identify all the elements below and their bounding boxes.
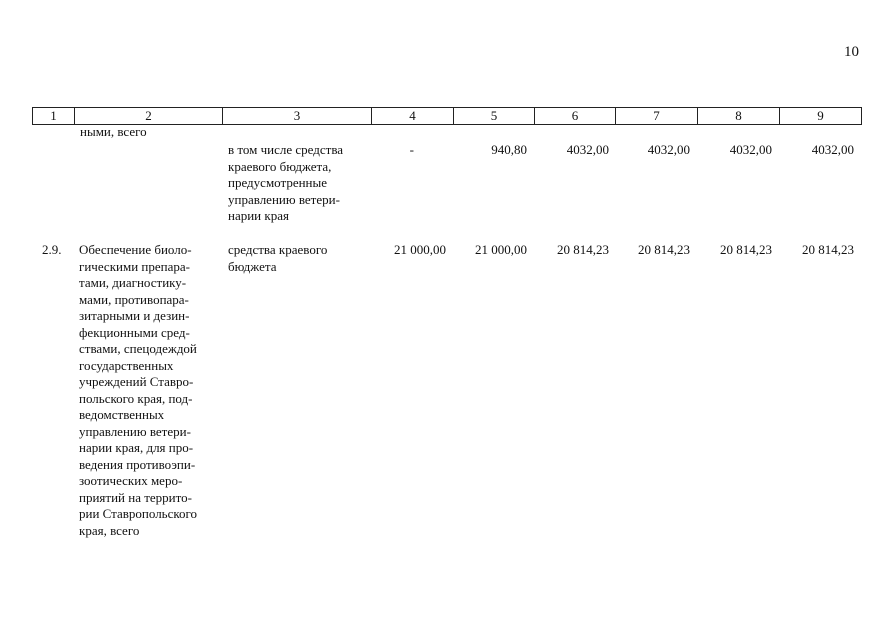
row1-value-col6: 4032,00 (566, 142, 609, 157)
row1-value-col4: - (409, 142, 414, 157)
header-col-4: 4 (371, 107, 454, 125)
row2-value-col8: 20 814,23 (720, 242, 772, 257)
row2-name: Обеспечение биоло- гическими препара- тами, диагностику- мами, противопара- зитарными и дезин- фекционными сред- ствами, спецодеждой государственных учреждений Ставро- польского края, под- ведомственных управлению ветери- нарии края, для про- ведения противоэпи- зоотических меро- приятий на террито- рии Ставропольского края, всего (79, 242, 198, 538)
row1-name-continuation: ными, всего (80, 124, 147, 139)
row1-value-col8: 4032,00 (729, 142, 772, 157)
header-col-6: 6 (534, 107, 616, 125)
header-col-8: 8 (697, 107, 780, 125)
header-col-5: 5 (453, 107, 535, 125)
header-col-3: 3 (222, 107, 372, 125)
row2-funding-source: средства краевого бюджета (228, 242, 328, 274)
row1-funding-source: в том числе средства краевого бюджета, предусмотренные управлению ветери- нарии края (228, 142, 344, 223)
header-col-9: 9 (779, 107, 862, 125)
header-col-7: 7 (615, 107, 698, 125)
row2-value-col9: 20 814,23 (802, 242, 854, 257)
row1-value-col9: 4032,00 (811, 142, 854, 157)
header-col-1: 1 (32, 107, 75, 125)
header-col-2: 2 (74, 107, 223, 125)
row2-number: 2.9. (42, 242, 62, 257)
row2-value-col7: 20 814,23 (638, 242, 690, 257)
page-number: 10 (844, 44, 859, 60)
row2-value-col4: 21 000,00 (394, 242, 446, 257)
row2-value-col6: 20 814,23 (557, 242, 609, 257)
row2-value-col5: 21 000,00 (475, 242, 527, 257)
row1-value-col5: 940,80 (491, 142, 527, 157)
row1-value-col7: 4032,00 (647, 142, 690, 157)
